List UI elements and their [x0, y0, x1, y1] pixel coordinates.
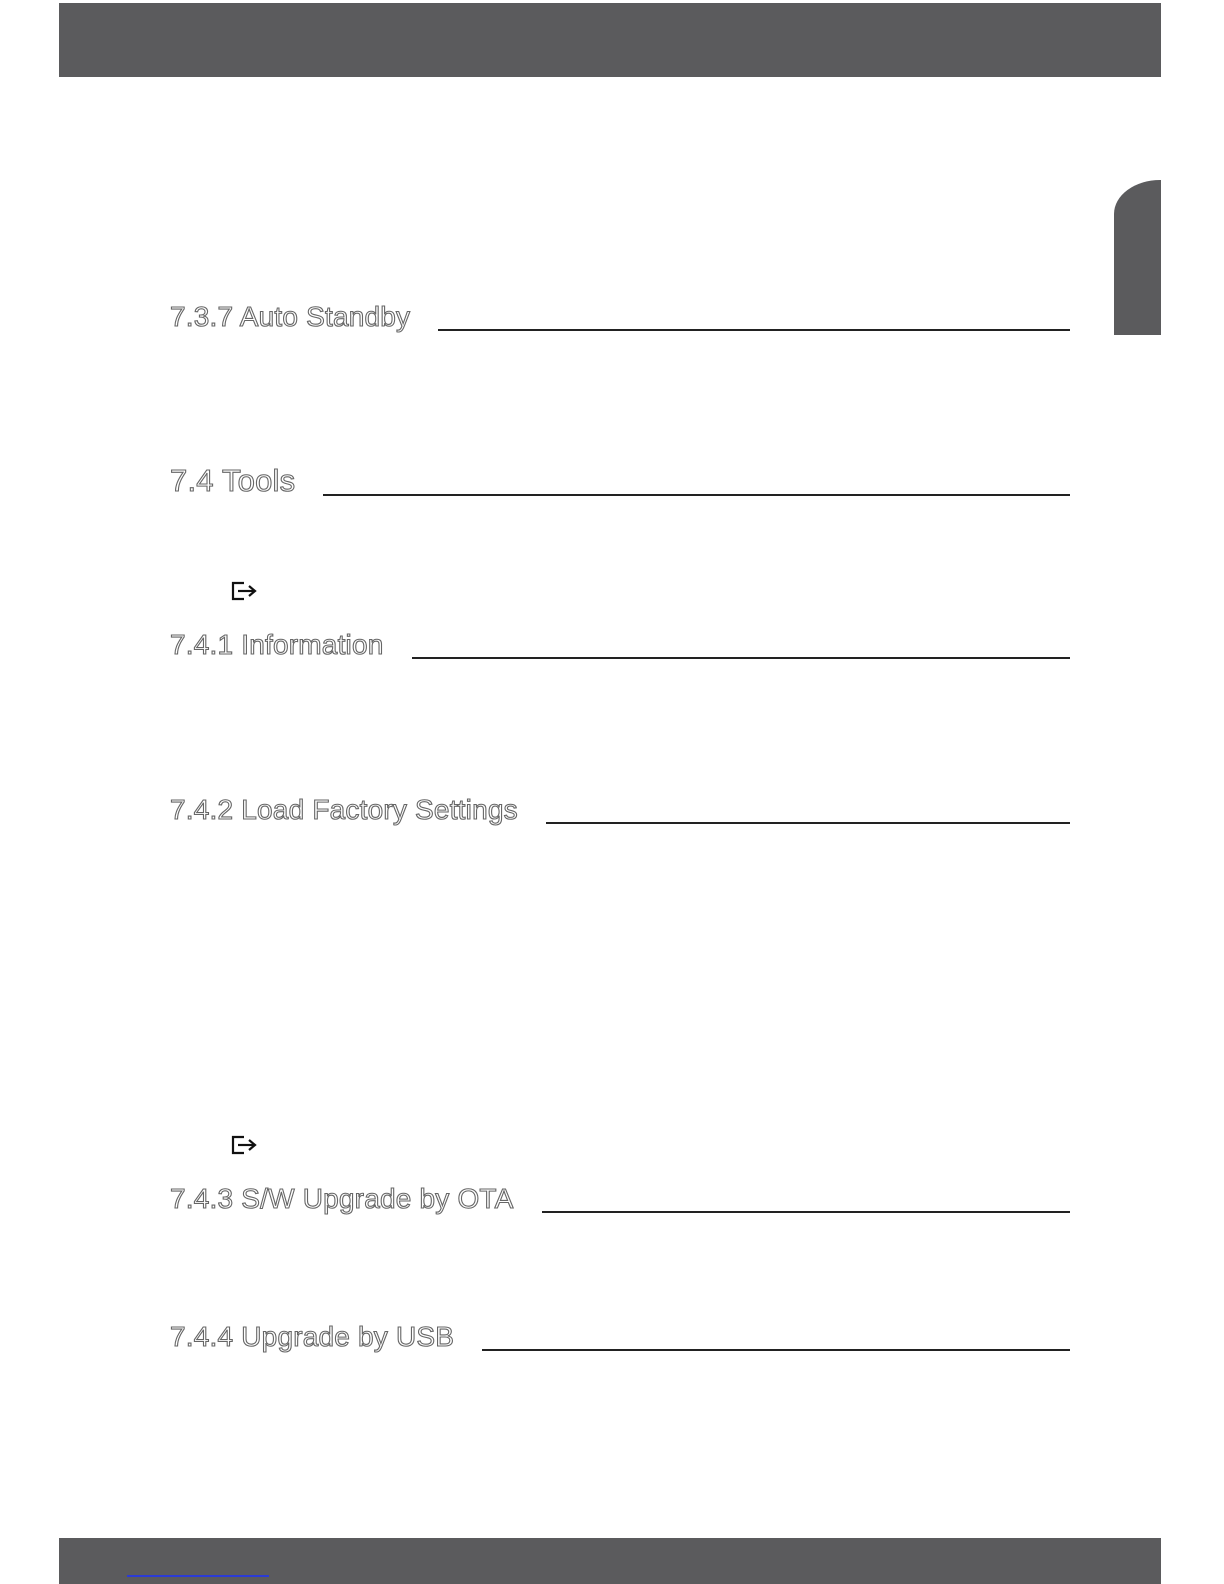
heading-title: 7.3.7 Auto Standby — [170, 301, 411, 332]
heading-title: 7.4.4 Upgrade by USB — [170, 1321, 455, 1352]
section-heading-auto-standby — [170, 300, 1070, 334]
section-heading-load-factory-settings — [170, 793, 1070, 827]
heading-rule — [323, 494, 1070, 496]
footer-link[interactable] — [127, 1575, 269, 1577]
section-heading-information — [170, 628, 1070, 662]
heading-rule — [546, 822, 1070, 824]
heading-title: 7.4.2 Load Factory Settings — [170, 794, 518, 825]
heading-title: 7.4 Tools — [170, 463, 296, 498]
heading-title: 7.4.1 Information — [170, 629, 384, 660]
section-heading-sw-upgrade-ota — [170, 1182, 1070, 1216]
heading-rule — [542, 1211, 1070, 1213]
exit-icon — [230, 1134, 260, 1156]
header-band — [59, 3, 1161, 77]
section-heading-tools — [170, 463, 1070, 499]
section-heading-upgrade-usb — [170, 1320, 1070, 1354]
heading-rule — [482, 1349, 1070, 1351]
heading-rule — [412, 657, 1070, 659]
chapter-side-tab — [1114, 180, 1161, 335]
footer-band — [59, 1538, 1161, 1584]
heading-rule — [438, 329, 1070, 331]
exit-icon — [230, 580, 260, 602]
heading-title: 7.4.3 S/W Upgrade by OTA — [170, 1183, 514, 1214]
